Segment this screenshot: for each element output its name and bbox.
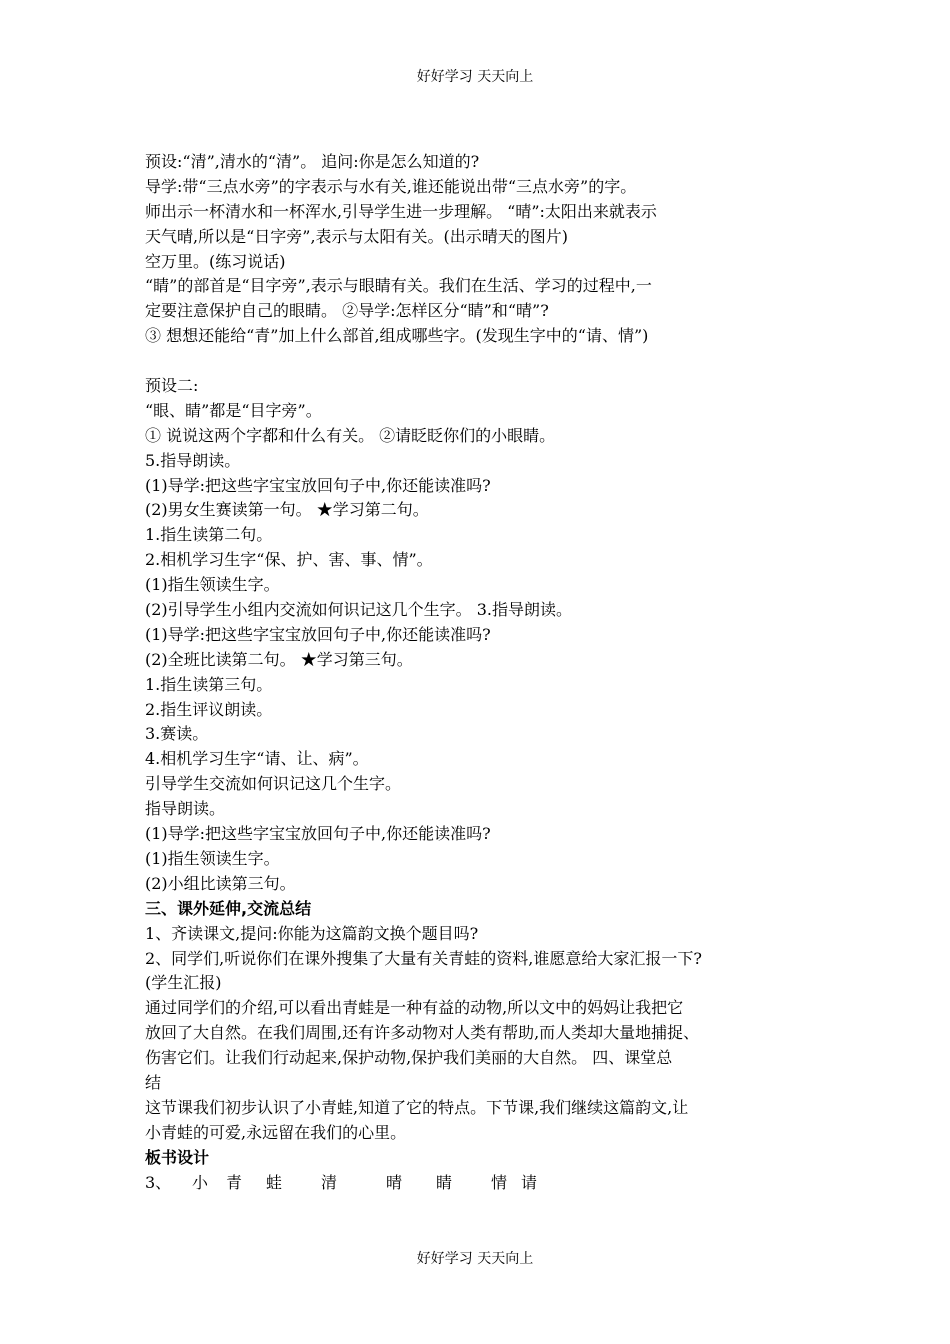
text-line: (2)小组比读第三句。 <box>145 873 296 893</box>
text-line: 通过同学们的介绍,可以看出青蛙是一种有益的动物,所以文中的妈妈让我把它 <box>145 998 684 1018</box>
board-design-row <box>145 1171 825 1196</box>
text-line: 结 <box>145 1072 162 1092</box>
text-line: “睛”的部首是“目字旁”,表示与眼睛有关。我们在生活、学习的过程中,一 <box>145 276 652 296</box>
text-line: (1)导学:把这些字宝宝放回句子中,你还能读准吗? <box>145 475 491 495</box>
blank-line <box>145 349 825 374</box>
text-line: 这节课我们初步认识了小青蛙,知道了它的特点。下节课,我们继续这篇韵文,让 <box>145 1097 689 1117</box>
text-line: (1)导学:把这些字宝宝放回句子中,你还能读准吗? <box>145 824 491 844</box>
text-line: 5.指导朗读。 <box>145 450 241 470</box>
text-line: 放回了大自然。在我们周围,还有许多动物对人类有帮助,而人类却大量地捕捉、 <box>145 1023 700 1043</box>
page-header: 好好学习 天天向上 <box>416 69 534 85</box>
text-line: 预设:“清”,清水的“清”。 追问:你是怎么知道的? <box>145 152 480 171</box>
text-line: 2、同学们,听说你们在课外搜集了大量有关青蛙的资料,谁愿意给大家汇报一下? <box>145 948 702 968</box>
board-cell: 3、 <box>145 1172 172 1192</box>
text-line: 引导学生交流如何识记这几个生字。 <box>145 774 402 794</box>
text-line: “眼、睛”都是“目字旁”。 <box>145 400 322 420</box>
text-line: 1.指生读第二句。 <box>145 525 273 545</box>
text-line: 4.相机学习生字“请、让、病”。 <box>145 749 369 769</box>
board-design-heading: 板书设计 <box>145 1147 210 1167</box>
board-cell: 蛙 <box>266 1172 283 1192</box>
text-line: 小青蛙的可爱,永远留在我们的心里。 <box>145 1122 407 1142</box>
board-cell: 小 <box>192 1172 209 1192</box>
text-line: 1、齐读课文,提问:你能为这篇韵文换个题目吗? <box>145 923 479 943</box>
board-cell: 晴 <box>386 1172 403 1192</box>
text-line: (学生汇报) <box>145 973 222 993</box>
text-line: ① 说说这两个字都和什么有关。 ②请眨眨你们的小眼睛。 <box>145 425 556 445</box>
document-body <box>145 150 825 1195</box>
text-line: (2)全班比读第二句。 ★学习第三句。 <box>145 649 413 669</box>
text-line: ③ 想想还能给“青”加上什么部首,组成哪些字。(发现生字中的“请、情”) <box>145 326 649 346</box>
board-cell: 情 <box>491 1172 508 1192</box>
text-line: 空万里。(练习说话) <box>145 251 286 271</box>
text-line: 指导朗读。 <box>145 799 226 819</box>
board-cell: 请 <box>521 1172 538 1192</box>
page-footer: 好好学习 天天向上 <box>416 1251 534 1267</box>
text-line: 1.指生读第三句。 <box>145 674 273 694</box>
text-line: (2)男女生赛读第一句。 ★学习第二句。 <box>145 500 429 520</box>
text-line: 2.指生评议朗读。 <box>145 699 273 719</box>
text-line: 伤害它们。让我们行动起来,保护动物,保护我们美丽的大自然。 四、课堂总 <box>145 1048 673 1068</box>
text-line: 预设二: <box>145 376 199 396</box>
board-cell: 睛 <box>436 1172 453 1192</box>
text-line: 天气晴,所以是“日字旁”,表示与太阳有关。(出示晴天的图片) <box>145 226 569 246</box>
text-line: 定要注意保护自己的眼睛。 ②导学:怎样区分“睛”和“晴”? <box>145 301 549 321</box>
text-line: 2.相机学习生字“保、护、害、事、情”。 <box>145 550 433 570</box>
text-line: (1)指生领读生字。 <box>145 575 280 595</box>
section-heading: 三、课外延伸,交流总结 <box>145 898 312 918</box>
text-line: (2)引导学生小组内交流如何识记这几个生字。 3.指导朗读。 <box>145 600 573 620</box>
text-line: (1)导学:把这些字宝宝放回句子中,你还能读准吗? <box>145 624 491 644</box>
board-cell: 青 <box>226 1172 243 1192</box>
board-cell: 清 <box>321 1172 338 1192</box>
text-line: 3.赛读。 <box>145 724 209 744</box>
text-line: 导学:带“三点水旁”的字表示与水有关,谁还能说出带“三点水旁”的字。 <box>145 176 637 196</box>
text-line: (1)指生领读生字。 <box>145 848 280 868</box>
text-line: 师出示一杯清水和一杯浑水,引导学生进一步理解。 “晴”:太阳出来就表示 <box>145 201 657 221</box>
